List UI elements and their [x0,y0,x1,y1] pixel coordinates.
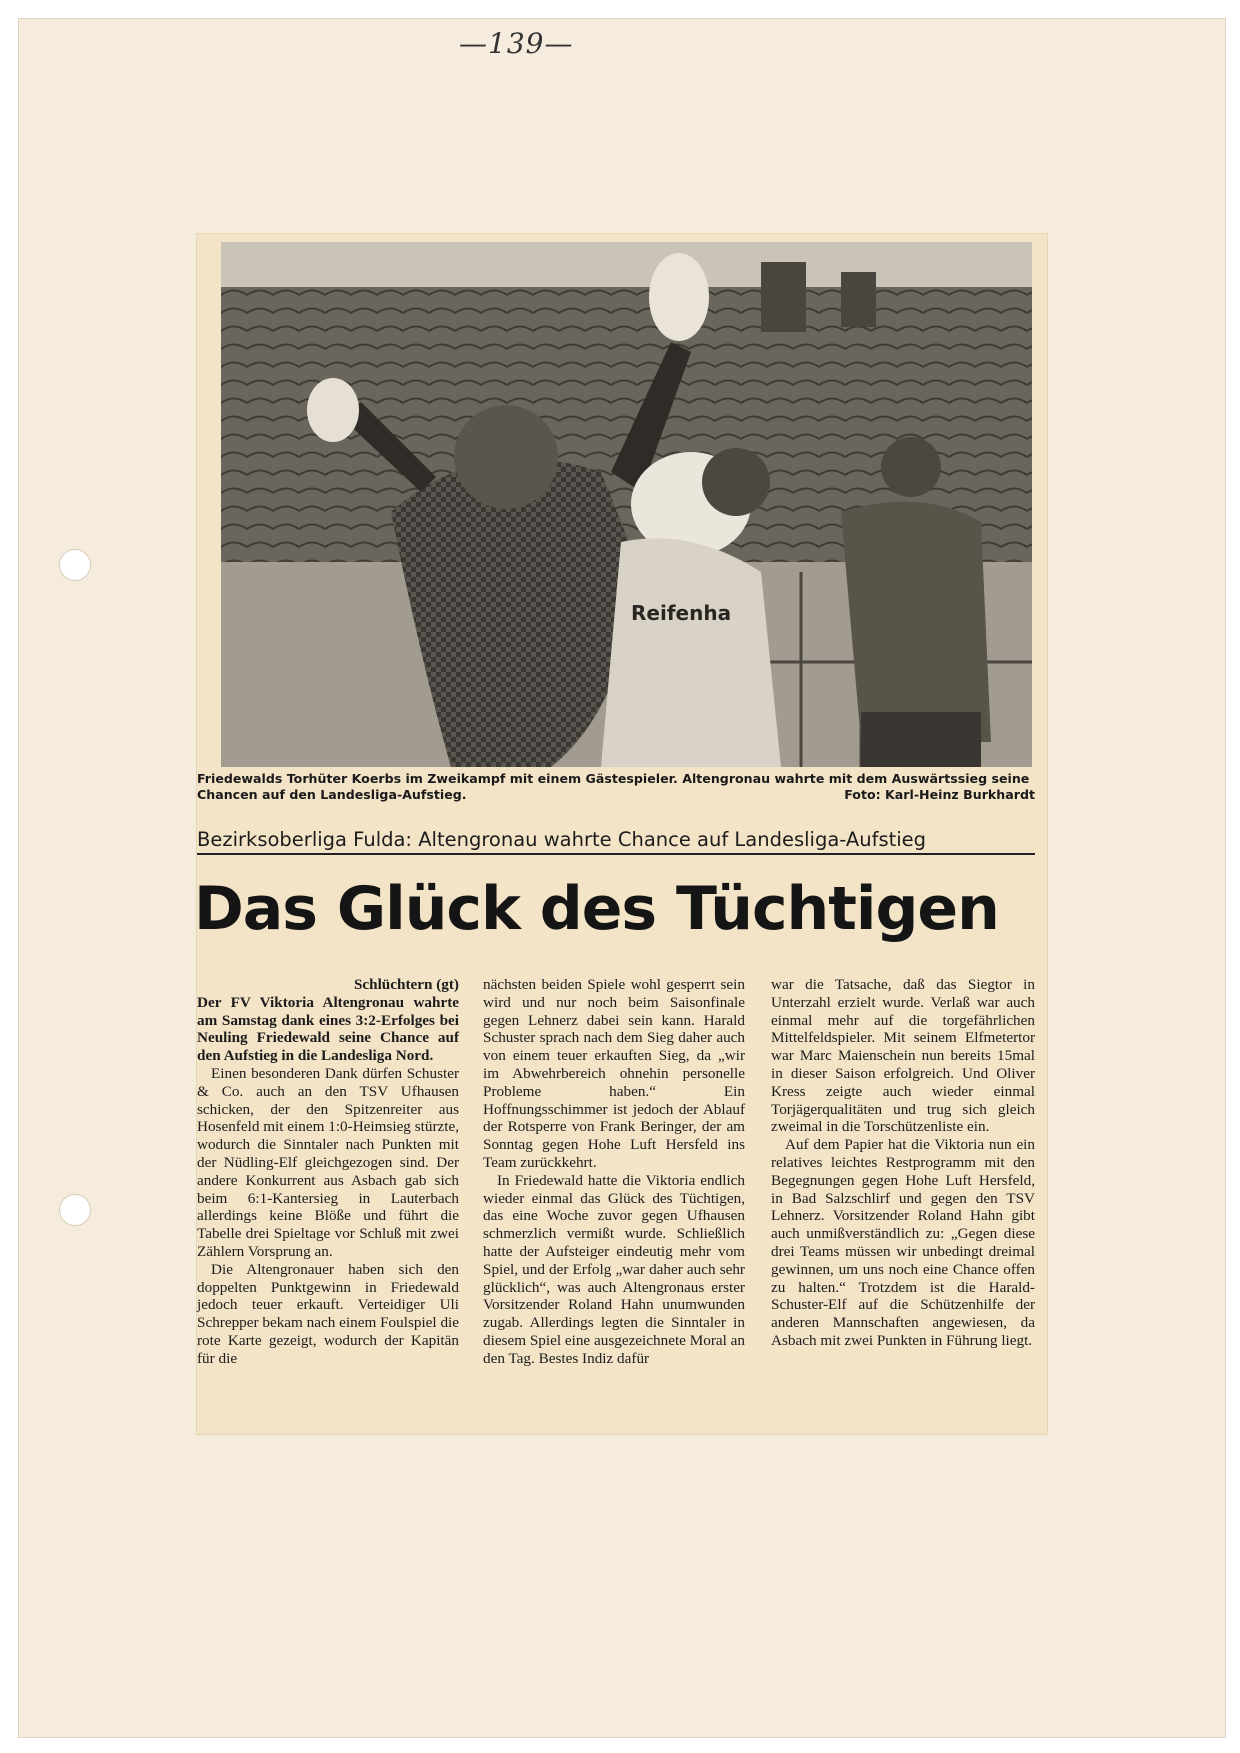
page-number-handwritten: —139— [459,27,574,60]
match-photo [221,242,1032,767]
article-lead: Der FV Viktoria Altengronau wahrte am Samstag dank eines 3:2-Erfolges bei Neuling Friedewald seine Chance auf den Aufstieg in die Landesliga Nord. [197,993,459,1065]
newspaper-clipping [194,234,1047,1434]
photo-credit: Foto: Karl-Heinz Burkhardt [844,787,1035,802]
paragraph: war die Tatsache, daß das Siegtor in Unterzahl erzielt wurde. Verlaß war auch einmal mehr auf die torgefährlichen Mittelfeldspieler. Mit seinem Elfmetertor war Marc Maienschein nun bereits 15mal in dieser Saison erfolgreich. Und Oliver Kress zeigte auch wieder einmal Torjägerqualitäten und trug sich gleich zweimal in die Torschützenliste ein. [771,976,1035,1136]
article-column-1 [197,976,459,1368]
punch-hole [59,549,91,581]
caption-text: Friedewalds Torhüter Koerbs im Zweikampf mit einem Gästespieler. Altengronau wahrte mit dem Auswärtssieg seine Chancen auf den Landesliga-Aufstieg. [197,771,1030,802]
shirt-text: Reifenha [631,601,732,625]
article-column-3 [771,976,1035,1350]
paragraph: Einen besonderen Dank dürfen Schuster & Co. auch an den TSV Ufhausen schicken, der den Spitzenreiter aus Hosenfeld mit einem 1:0-Heimsieg stürzte, wodurch die Sinntaler nach Punkten mit der Nüdling-Elf gleichgezogen sind. Der andere Konkurrent aus Asbach gab sich beim 6:1-Kantersieg in Lauterbach allerdings keine Blöße und führt die Tabelle drei Spieltage vor Schluß mit zwei Zählern Vorsprung an. [197,1064,459,1260]
paragraph: In Friedewald hatte die Viktoria endlich wieder einmal das Glück des Tüchtigen, das eine Woche zuvor gegen Ufhausen schmerzlich vermißt wurde. Schließlich hatte der Aufsteiger eindeutig mehr vom Spiel, und der Erfolg „war daher auch sehr glücklich“, was auch Altengronaus erster Vorsitzender Roland Hahn unumwunden zugab. Allerdings legten die Sinntaler in diesem Spiel eine ausgezeichnete Moral an den Tag. Bestes Indiz dafür [483,1171,745,1367]
photo-caption [197,771,1035,803]
paragraph: Auf dem Papier hat die Viktoria nun ein relatives leichtes Restprogramm mit den Begegnungen gegen Hohe Luft Hersfeld, in Bad Salzschlirf und gegen den TSV Lehnerz. Vorsitzender Roland Hahn gibt auch unmißverständlich zu: „Gegen diese drei Teams müssen wir unbedingt dreimal gewinnen, um uns noch eine Chance offen zu halten.“ Trotzdem ist die Harald-Schuster-Elf auf die Schützenhilfe der anderen Mannschaften angewiesen, da Asbach mit zwei Punkten in Führung liegt. [771,1136,1035,1349]
dateline: Schlüchtern (gt) [353,976,459,993]
punch-hole [59,1194,91,1226]
archive-sheet [18,18,1226,1738]
article-kicker: Bezirksoberliga Fulda: Altengronau wahrte Chance auf Landesliga-Aufstieg [197,828,1035,855]
paragraph: nächsten beiden Spiele wohl gesperrt sein wird und nur noch beim Saisonfinale gegen Lehnerz dabei sein kann. Harald Schuster sprach nach dem Sieg daher auch von einem teuer erkauften Sieg, da „wir im Abwehrbereich ohnehin personelle Probleme haben.“ Ein Hoffnungsschimmer ist jedoch der Ablauf der Rotsperre von Frank Beringer, der am Sonntag gegen Hohe Luft Hersfeld ins Team zurückkehrt. [483,976,745,1171]
paragraph: Die Altengronauer haben sich den doppelten Punktgewinn in Friedewald jedoch teuer erkauft. Verteidiger Uli Schrepper bekam nach einem Foulspiel die rote Karte gezeigt, wodurch der Kapitän für die [197,1260,459,1367]
match-photo-image [221,242,1032,767]
article-column-2 [483,976,745,1368]
article-headline: Das Glück des Tüchtigen [194,874,999,944]
